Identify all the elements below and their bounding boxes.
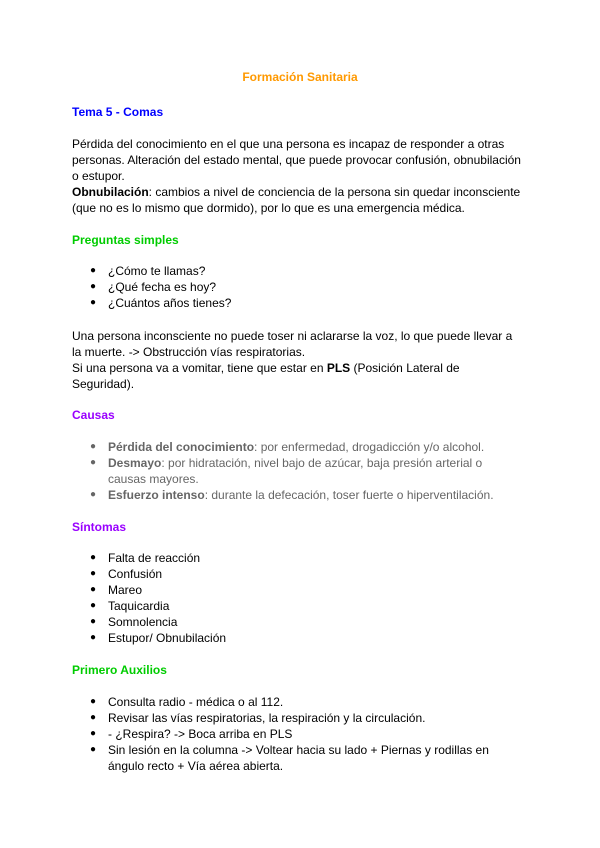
list-item — [72, 726, 532, 742]
causa-term: Esfuerzo intenso — [108, 488, 205, 502]
preguntas-list — [72, 263, 532, 311]
tema-intro-paragraph — [72, 136, 532, 216]
list-item-text: Estupor/ Obnubilación — [108, 631, 227, 645]
bullet-icon: ● — [90, 744, 97, 755]
bullet-icon: ● — [90, 297, 97, 308]
text-line: Una persona inconsciente no puede toser ni aclararse la voz, lo que puede llevar a — [72, 329, 513, 343]
pls-line — [72, 360, 532, 376]
text-line: (que no es lo mismo que dormido), por lo que es una emergencia médica. — [72, 201, 465, 215]
bullet-icon: ● — [90, 600, 97, 611]
list-item-text: Revisar las vías respiratorias, la respiración y la circulación. — [108, 711, 426, 725]
inconsciente-paragraph — [72, 328, 532, 392]
heading-causas: Causas — [72, 408, 115, 422]
causa-text: : durante la defecación, toser fuerte o hiperventilación. — [204, 488, 494, 502]
list-item — [72, 614, 532, 630]
list-item-text: Sin lesión en la columna -> Voltear hacia su lado + Piernas y rodillas en — [108, 743, 489, 757]
heading-tema: Tema 5 - Comas — [72, 105, 164, 119]
list-item — [72, 630, 532, 646]
heading-preguntas: Preguntas simples — [72, 233, 179, 247]
auxilios-list — [72, 694, 532, 774]
list-item — [72, 598, 532, 614]
list-item — [72, 439, 532, 455]
bullet-icon: ● — [90, 632, 97, 643]
list-item — [72, 279, 532, 295]
text-line: o estupor. — [72, 169, 125, 183]
bullet-icon: ● — [90, 489, 97, 500]
text-line: Pérdida del conocimiento en el que una persona es incapaz de responder a otras — [72, 137, 505, 151]
list-item — [72, 550, 532, 566]
list-item-text: ¿Qué fecha es hoy? — [108, 280, 217, 294]
obnubilacion-term: Obnubilación — [72, 185, 149, 199]
bullet-icon: ● — [90, 281, 97, 292]
list-item — [72, 742, 532, 774]
list-item-text: Taquicardia — [108, 599, 170, 613]
list-item-text: Confusión — [108, 567, 163, 581]
bullet-icon: ● — [90, 457, 97, 468]
list-item-text: ¿Cómo te llamas? — [108, 264, 206, 278]
text-line: personas. Alteración del estado mental, que puede provocar confusión, obnubilación — [72, 153, 521, 167]
document-title: Formación Sanitaria — [242, 70, 358, 84]
heading-sintomas: Síntomas — [72, 520, 127, 534]
causa-term: Desmayo — [108, 456, 162, 470]
bullet-icon: ● — [90, 616, 97, 627]
bullet-icon: ● — [90, 552, 97, 563]
list-item-text: Falta de reacción — [108, 551, 201, 565]
causa-text: : por enfermedad, drogadicción y/o alcohol. — [254, 440, 485, 454]
causas-list — [72, 439, 532, 503]
obnubilacion-definition — [72, 184, 532, 200]
causa-term: Pérdida del conocimiento — [108, 440, 255, 454]
bullet-icon: ● — [90, 568, 97, 579]
list-item — [72, 455, 532, 487]
causa-text: : por hidratación, nivel bajo de azúcar, baja presión arterial o — [161, 456, 483, 470]
list-item-text: Mareo — [108, 583, 143, 597]
text-line: Seguridad). — [72, 377, 135, 391]
sintomas-list — [72, 550, 532, 646]
bullet-icon: ● — [90, 696, 97, 707]
list-item — [72, 263, 532, 279]
causa-text-cont: causas mayores. — [108, 472, 199, 486]
bullet-icon: ● — [90, 441, 97, 452]
heading-auxilios: Primero Auxilios — [72, 663, 167, 677]
list-item — [72, 295, 532, 311]
pls-term: PLS — [326, 361, 351, 375]
list-item — [72, 582, 532, 598]
bullet-icon: ● — [90, 265, 97, 276]
text-segment: Si una persona va a vomitar, tiene que estar en — [72, 361, 327, 375]
bullet-icon: ● — [90, 712, 97, 723]
list-item — [72, 694, 532, 710]
bullet-icon: ● — [90, 584, 97, 595]
text-segment: (Posición Lateral de — [350, 361, 460, 375]
text-line: la muerte. -> Obstrucción vías respiratorias. — [72, 345, 306, 359]
list-item-text: - ¿Respira? -> Boca arriba en PLS — [108, 727, 293, 741]
list-item — [72, 566, 532, 582]
list-item-text: ¿Cuántos años tienes? — [108, 296, 232, 310]
list-item-text-cont: ángulo recto + Vía aérea abierta. — [108, 759, 284, 773]
list-item — [72, 487, 532, 503]
bullet-icon: ● — [90, 728, 97, 739]
list-item — [72, 710, 532, 726]
obnubilacion-text: : cambios a nivel de conciencia de la persona sin quedar inconsciente — [148, 185, 521, 199]
list-item-text: Consulta radio - médica o al 112. — [108, 695, 284, 709]
list-item-text: Somnolencia — [108, 615, 178, 629]
